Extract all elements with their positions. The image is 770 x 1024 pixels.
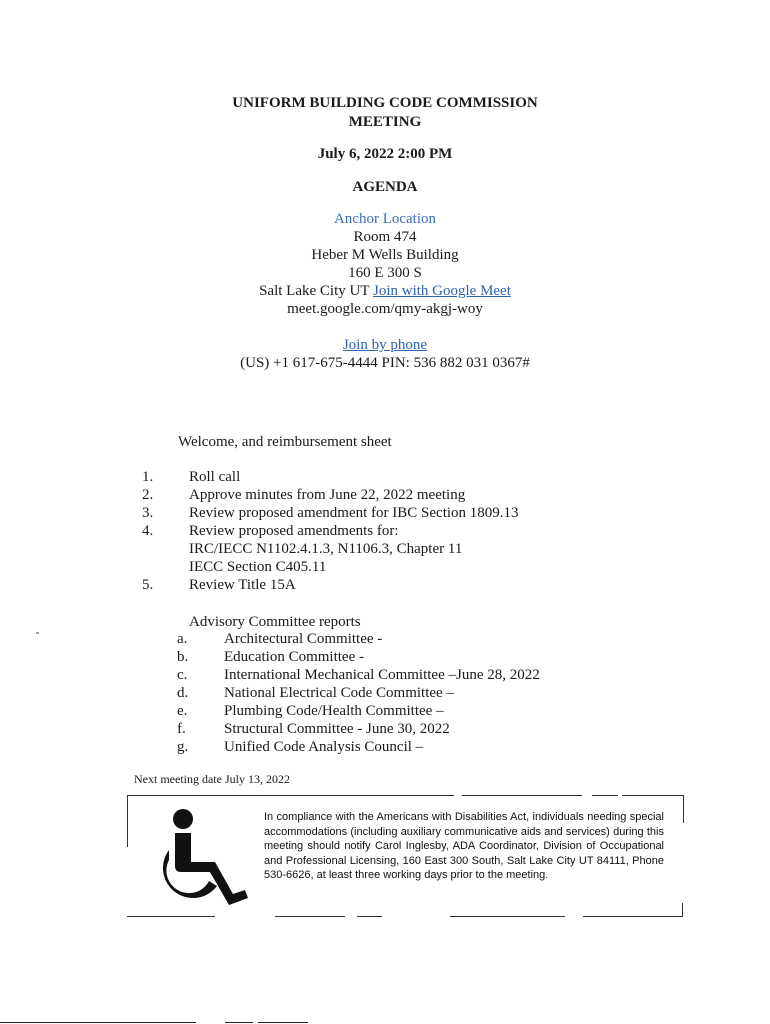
scan-line bbox=[258, 1022, 308, 1023]
agenda-item: Review Title 15A bbox=[189, 577, 296, 593]
ada-notice-text: In compliance with the Americans with Disabilities Act, individuals needing special accommodations (including auxiliary communicative aids and services) during this meeting should notify Carol Inglesby, ADA Coordinator, Division of Occupational and Professional Licensing, 160 East 300 South, Salt Lake City UT 84111, Phone 530-6626, at least three working days prior to the meeting. bbox=[264, 811, 664, 881]
room: Room 474 bbox=[353, 229, 417, 245]
agenda-item: Approve minutes from June 22, 2022 meeting bbox=[189, 487, 466, 503]
advisory-letter: c. bbox=[177, 667, 188, 683]
scan-line bbox=[0, 1022, 196, 1023]
agenda-item-subline: IRC/IECC N1102.4.1.3, N1106.3, Chapter 11 bbox=[189, 541, 463, 557]
agenda-number: 1. bbox=[142, 469, 154, 485]
wheelchair-icon bbox=[133, 806, 263, 911]
stray-mark bbox=[36, 632, 39, 634]
meet-url: meet.google.com/qmy-akgj-woy bbox=[287, 301, 483, 317]
box-border-bottom bbox=[583, 916, 683, 917]
google-meet-link[interactable]: Join with Google Meet bbox=[372, 283, 511, 299]
box-border-top bbox=[462, 795, 582, 796]
agenda-number: 2. bbox=[142, 487, 154, 503]
box-border-right bbox=[683, 795, 684, 823]
advisory-letter: d. bbox=[177, 685, 189, 701]
agenda-item: Review proposed amendment for IBC Section 1809.13 bbox=[189, 505, 519, 521]
location-block bbox=[0, 210, 770, 318]
city: Salt Lake City UT bbox=[259, 283, 370, 299]
advisory-heading: Advisory Committee reports bbox=[189, 614, 361, 630]
box-border-top bbox=[592, 795, 618, 796]
document-title bbox=[0, 94, 770, 132]
agenda-number: 4. bbox=[142, 523, 154, 539]
agenda-item: Roll call bbox=[189, 469, 241, 485]
title-line-1: UNIFORM BUILDING CODE COMMISSION bbox=[232, 95, 538, 111]
agenda-item-subline: IECC Section C405.11 bbox=[189, 559, 327, 575]
agenda-item: Review proposed amendments for: bbox=[189, 523, 399, 539]
city-line bbox=[0, 282, 770, 300]
box-border-right bbox=[682, 903, 683, 917]
advisory-item: Structural Committee - June 30, 2022 bbox=[224, 721, 450, 737]
advisory-letter: b. bbox=[177, 649, 189, 665]
advisory-letter: e. bbox=[177, 703, 188, 719]
phone-block bbox=[0, 336, 770, 372]
phone-details: (US) +1 617-675-4444 PIN: 536 882 031 0367# bbox=[240, 355, 530, 371]
advisory-item: Education Committee - bbox=[224, 649, 364, 665]
agenda-heading: AGENDA bbox=[352, 179, 418, 195]
next-meeting-date: Next meeting date July 13, 2022 bbox=[134, 772, 290, 786]
title-line-2: MEETING bbox=[348, 114, 422, 130]
building: Heber M Wells Building bbox=[311, 247, 459, 263]
box-border-bottom bbox=[275, 916, 345, 917]
box-border-bottom bbox=[450, 916, 565, 917]
advisory-item: National Electrical Code Committee – bbox=[224, 685, 454, 701]
agenda-number: 5. bbox=[142, 577, 154, 593]
meeting-date: July 6, 2022 2:00 PM bbox=[317, 146, 453, 162]
advisory-letter: g. bbox=[177, 739, 189, 755]
box-border-bottom bbox=[357, 916, 382, 917]
box-border-top bbox=[622, 795, 684, 796]
welcome-line: Welcome, and reimbursement sheet bbox=[178, 434, 392, 450]
scan-line bbox=[225, 1022, 253, 1023]
box-border-top bbox=[127, 795, 454, 796]
advisory-item: Plumbing Code/Health Committee – bbox=[224, 703, 444, 719]
advisory-item: International Mechanical Committee –June 28, 2022 bbox=[224, 667, 540, 683]
join-by-phone-link[interactable]: Join by phone bbox=[342, 337, 428, 353]
street: 160 E 300 S bbox=[348, 265, 422, 281]
agenda-number: 3. bbox=[142, 505, 154, 521]
anchor-location: Anchor Location bbox=[333, 211, 437, 227]
advisory-letter: a. bbox=[177, 631, 188, 647]
box-border-left bbox=[127, 795, 128, 847]
advisory-letter: f. bbox=[177, 721, 186, 737]
box-border-bottom bbox=[127, 916, 215, 917]
advisory-item: Unified Code Analysis Council – bbox=[224, 739, 424, 755]
advisory-item: Architectural Committee - bbox=[224, 631, 383, 647]
